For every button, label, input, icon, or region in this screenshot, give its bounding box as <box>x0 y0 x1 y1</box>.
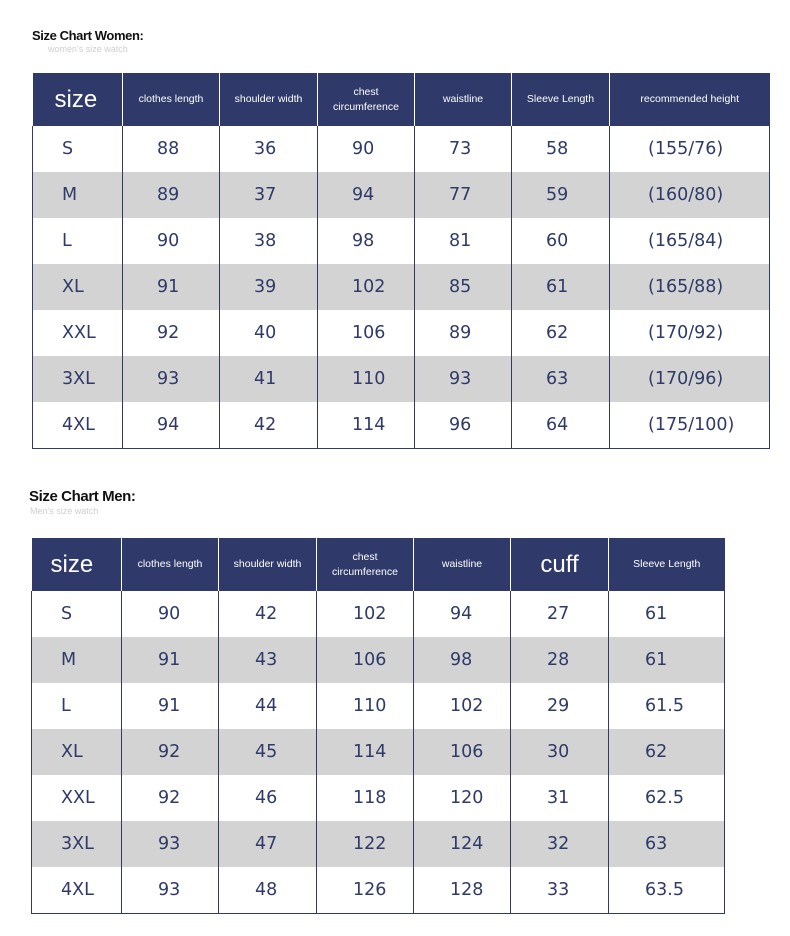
women-header-row <box>33 73 770 126</box>
men-value-cell: 102 <box>414 683 511 729</box>
women-value-cell: 59 <box>512 172 610 218</box>
men-table-row <box>32 867 725 913</box>
women-value-cell: 102 <box>318 264 415 310</box>
men-size-cell: M <box>32 637 122 683</box>
women-header-size: size <box>33 73 123 126</box>
men-value-cell: 48 <box>219 867 317 913</box>
women-value-cell: 98 <box>318 218 415 264</box>
women-table-row <box>33 218 770 264</box>
men-value-cell: 90 <box>122 591 219 637</box>
men-value-cell: 106 <box>317 637 414 683</box>
men-chart-title: Size Chart Men: <box>29 488 136 505</box>
men-value-cell: 120 <box>414 775 511 821</box>
women-value-cell: 73 <box>415 126 512 172</box>
men-value-cell: 31 <box>511 775 609 821</box>
men-value-cell: 118 <box>317 775 414 821</box>
men-header-size: size <box>32 538 122 591</box>
men-value-cell: 63.5 <box>609 867 725 913</box>
women-value-cell: 77 <box>415 172 512 218</box>
women-value-cell: 36 <box>220 126 318 172</box>
men-size-table <box>31 538 725 914</box>
men-value-cell: 29 <box>511 683 609 729</box>
men-value-cell: 43 <box>219 637 317 683</box>
men-value-cell: 124 <box>414 821 511 867</box>
men-table-row <box>32 729 725 775</box>
women-value-cell: 37 <box>220 172 318 218</box>
men-value-cell: 94 <box>414 591 511 637</box>
men-table-row <box>32 775 725 821</box>
women-value-cell: (170/96) <box>610 356 770 402</box>
men-value-cell: 93 <box>122 821 219 867</box>
men-value-cell: 114 <box>317 729 414 775</box>
men-size-cell: L <box>32 683 122 729</box>
men-size-cell: XL <box>32 729 122 775</box>
women-size-cell: XL <box>33 264 123 310</box>
women-value-cell: 94 <box>318 172 415 218</box>
men-value-cell: 28 <box>511 637 609 683</box>
women-value-cell: 81 <box>415 218 512 264</box>
women-value-cell: 60 <box>512 218 610 264</box>
women-size-cell: XXL <box>33 310 123 356</box>
women-value-cell: 93 <box>415 356 512 402</box>
women-header-chest-circumference: chest circumference <box>318 73 415 126</box>
men-table-row <box>32 683 725 729</box>
men-value-cell: 47 <box>219 821 317 867</box>
women-size-cell: S <box>33 126 123 172</box>
women-header-recommended-height: recommended height <box>610 73 770 126</box>
women-size-cell: 4XL <box>33 402 123 448</box>
women-table-row <box>33 356 770 402</box>
women-value-cell: 41 <box>220 356 318 402</box>
women-table-row <box>33 172 770 218</box>
men-value-cell: 62 <box>609 729 725 775</box>
men-value-cell: 45 <box>219 729 317 775</box>
women-value-cell: 85 <box>415 264 512 310</box>
women-watermark-text: women's size watch <box>48 44 128 54</box>
men-value-cell: 33 <box>511 867 609 913</box>
men-header-sleeve-length: Sleeve Length <box>609 538 725 591</box>
women-value-cell: 61 <box>512 264 610 310</box>
women-value-cell: 106 <box>318 310 415 356</box>
men-size-cell: S <box>32 591 122 637</box>
women-value-cell: 91 <box>123 264 220 310</box>
women-value-cell: 90 <box>318 126 415 172</box>
men-header-waistline: waistline <box>414 538 511 591</box>
women-value-cell: 90 <box>123 218 220 264</box>
women-header-sleeve-length: Sleeve Length <box>512 73 610 126</box>
men-value-cell: 92 <box>122 729 219 775</box>
men-table-row <box>32 591 725 637</box>
women-value-cell: 38 <box>220 218 318 264</box>
men-header-cuff: cuff <box>511 538 609 591</box>
women-value-cell: (165/84) <box>610 218 770 264</box>
men-size-cell: 3XL <box>32 821 122 867</box>
women-value-cell: 64 <box>512 402 610 448</box>
men-value-cell: 122 <box>317 821 414 867</box>
women-header-shoulder-width: shoulder width <box>220 73 318 126</box>
men-value-cell: 128 <box>414 867 511 913</box>
women-value-cell: 96 <box>415 402 512 448</box>
women-value-cell: 93 <box>123 356 220 402</box>
men-header-shoulder-width: shoulder width <box>219 538 317 591</box>
men-size-cell: 4XL <box>32 867 122 913</box>
men-value-cell: 61 <box>609 591 725 637</box>
women-value-cell: 40 <box>220 310 318 356</box>
men-header-chest-circumference: chest circumference <box>317 538 414 591</box>
women-size-cell: L <box>33 218 123 264</box>
women-value-cell: (160/80) <box>610 172 770 218</box>
men-value-cell: 110 <box>317 683 414 729</box>
men-size-cell: XXL <box>32 775 122 821</box>
women-value-cell: 39 <box>220 264 318 310</box>
women-value-cell: 58 <box>512 126 610 172</box>
men-value-cell: 62.5 <box>609 775 725 821</box>
women-value-cell: 62 <box>512 310 610 356</box>
men-header-clothes-length: clothes length <box>122 538 219 591</box>
women-chart-title: Size Chart Women: <box>32 28 144 43</box>
men-value-cell: 93 <box>122 867 219 913</box>
men-value-cell: 27 <box>511 591 609 637</box>
women-value-cell: 114 <box>318 402 415 448</box>
men-value-cell: 61 <box>609 637 725 683</box>
men-value-cell: 63 <box>609 821 725 867</box>
men-header-row <box>32 538 725 591</box>
women-value-cell: 89 <box>123 172 220 218</box>
men-value-cell: 46 <box>219 775 317 821</box>
women-size-cell: 3XL <box>33 356 123 402</box>
men-value-cell: 61.5 <box>609 683 725 729</box>
women-value-cell: 110 <box>318 356 415 402</box>
women-size-cell: M <box>33 172 123 218</box>
men-value-cell: 91 <box>122 637 219 683</box>
women-table-row <box>33 310 770 356</box>
women-value-cell: (170/92) <box>610 310 770 356</box>
men-value-cell: 102 <box>317 591 414 637</box>
women-value-cell: (175/100) <box>610 402 770 448</box>
women-value-cell: (155/76) <box>610 126 770 172</box>
men-value-cell: 30 <box>511 729 609 775</box>
men-watermark-text: Men's size watch <box>30 506 99 516</box>
women-value-cell: 63 <box>512 356 610 402</box>
men-value-cell: 106 <box>414 729 511 775</box>
men-table-row <box>32 821 725 867</box>
women-header-waistline: waistline <box>415 73 512 126</box>
women-value-cell: 89 <box>415 310 512 356</box>
men-value-cell: 32 <box>511 821 609 867</box>
women-table-row <box>33 126 770 172</box>
men-value-cell: 126 <box>317 867 414 913</box>
women-size-table <box>32 73 770 449</box>
women-value-cell: 92 <box>123 310 220 356</box>
women-value-cell: 42 <box>220 402 318 448</box>
women-value-cell: (165/88) <box>610 264 770 310</box>
men-value-cell: 91 <box>122 683 219 729</box>
women-value-cell: 88 <box>123 126 220 172</box>
men-table-row <box>32 637 725 683</box>
men-value-cell: 42 <box>219 591 317 637</box>
men-value-cell: 92 <box>122 775 219 821</box>
women-header-clothes-length: clothes length <box>123 73 220 126</box>
women-value-cell: 94 <box>123 402 220 448</box>
women-table-row <box>33 402 770 448</box>
men-value-cell: 44 <box>219 683 317 729</box>
women-table-row <box>33 264 770 310</box>
men-value-cell: 98 <box>414 637 511 683</box>
